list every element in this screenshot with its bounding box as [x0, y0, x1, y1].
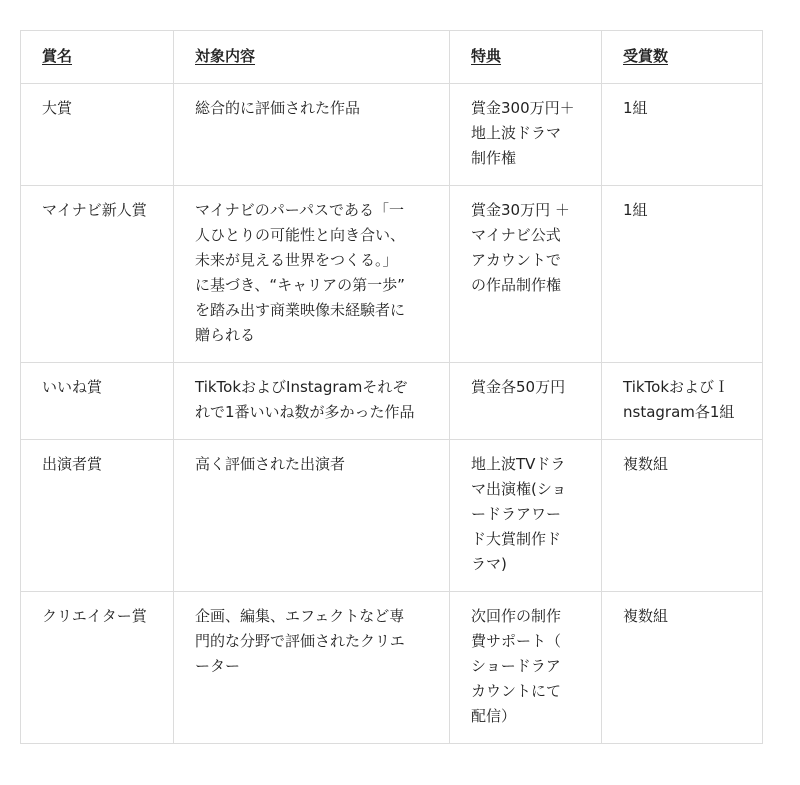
header-count: 受賞数 — [602, 31, 763, 84]
benefit-cell: 地上波TVドラ マ出演権(ショ ードラアワー ド大賞制作ド ラマ) — [450, 440, 602, 592]
benefit-cell: 次回作の制作 費サポート（ ショードラア カウントにて 配信） — [450, 592, 602, 744]
award-name-cell: 大賞 — [21, 84, 174, 186]
count-cell: 1組 — [602, 84, 763, 186]
target-cell: 企画、編集、エフェクトなど専 門的な分野で評価されたクリエ ーター — [174, 592, 450, 744]
benefit-cell: 賞金30万円 ＋ マイナビ公式 アカウントで の作品制作権 — [450, 186, 602, 363]
table-header-row — [21, 31, 763, 84]
table-row — [21, 440, 763, 592]
count-cell: 複数組 — [602, 440, 763, 592]
count-cell: 1組 — [602, 186, 763, 363]
benefit-cell: 賞金各50万円 — [450, 363, 602, 440]
awards-table — [20, 30, 763, 744]
table-row — [21, 592, 763, 744]
header-award-name: 賞名 — [21, 31, 174, 84]
table-row — [21, 186, 763, 363]
award-name-cell: 出演者賞 — [21, 440, 174, 592]
count-cell: 複数組 — [602, 592, 763, 744]
header-target: 対象内容 — [174, 31, 450, 84]
awards-table-container — [20, 30, 762, 744]
count-cell: TikTokおよびＩ nstagram各1組 — [602, 363, 763, 440]
table-row — [21, 363, 763, 440]
target-cell: マイナビのパーパスである「一 人ひとりの可能性と向き合い、 未来が見える世界をつくる。」 に基づき、“キャリアの第一歩” を踏み出す商業映像未経験者に 贈られる — [174, 186, 450, 363]
target-cell: 総合的に評価された作品 — [174, 84, 450, 186]
award-name-cell: クリエイター賞 — [21, 592, 174, 744]
target-cell: TikTokおよびInstagramそれぞ れで1番いいね数が多かった作品 — [174, 363, 450, 440]
award-name-cell: マイナビ新人賞 — [21, 186, 174, 363]
benefit-cell: 賞金300万円＋ 地上波ドラマ 制作権 — [450, 84, 602, 186]
header-benefit: 特典 — [450, 31, 602, 84]
target-cell: 高く評価された出演者 — [174, 440, 450, 592]
award-name-cell: いいね賞 — [21, 363, 174, 440]
table-row — [21, 84, 763, 186]
